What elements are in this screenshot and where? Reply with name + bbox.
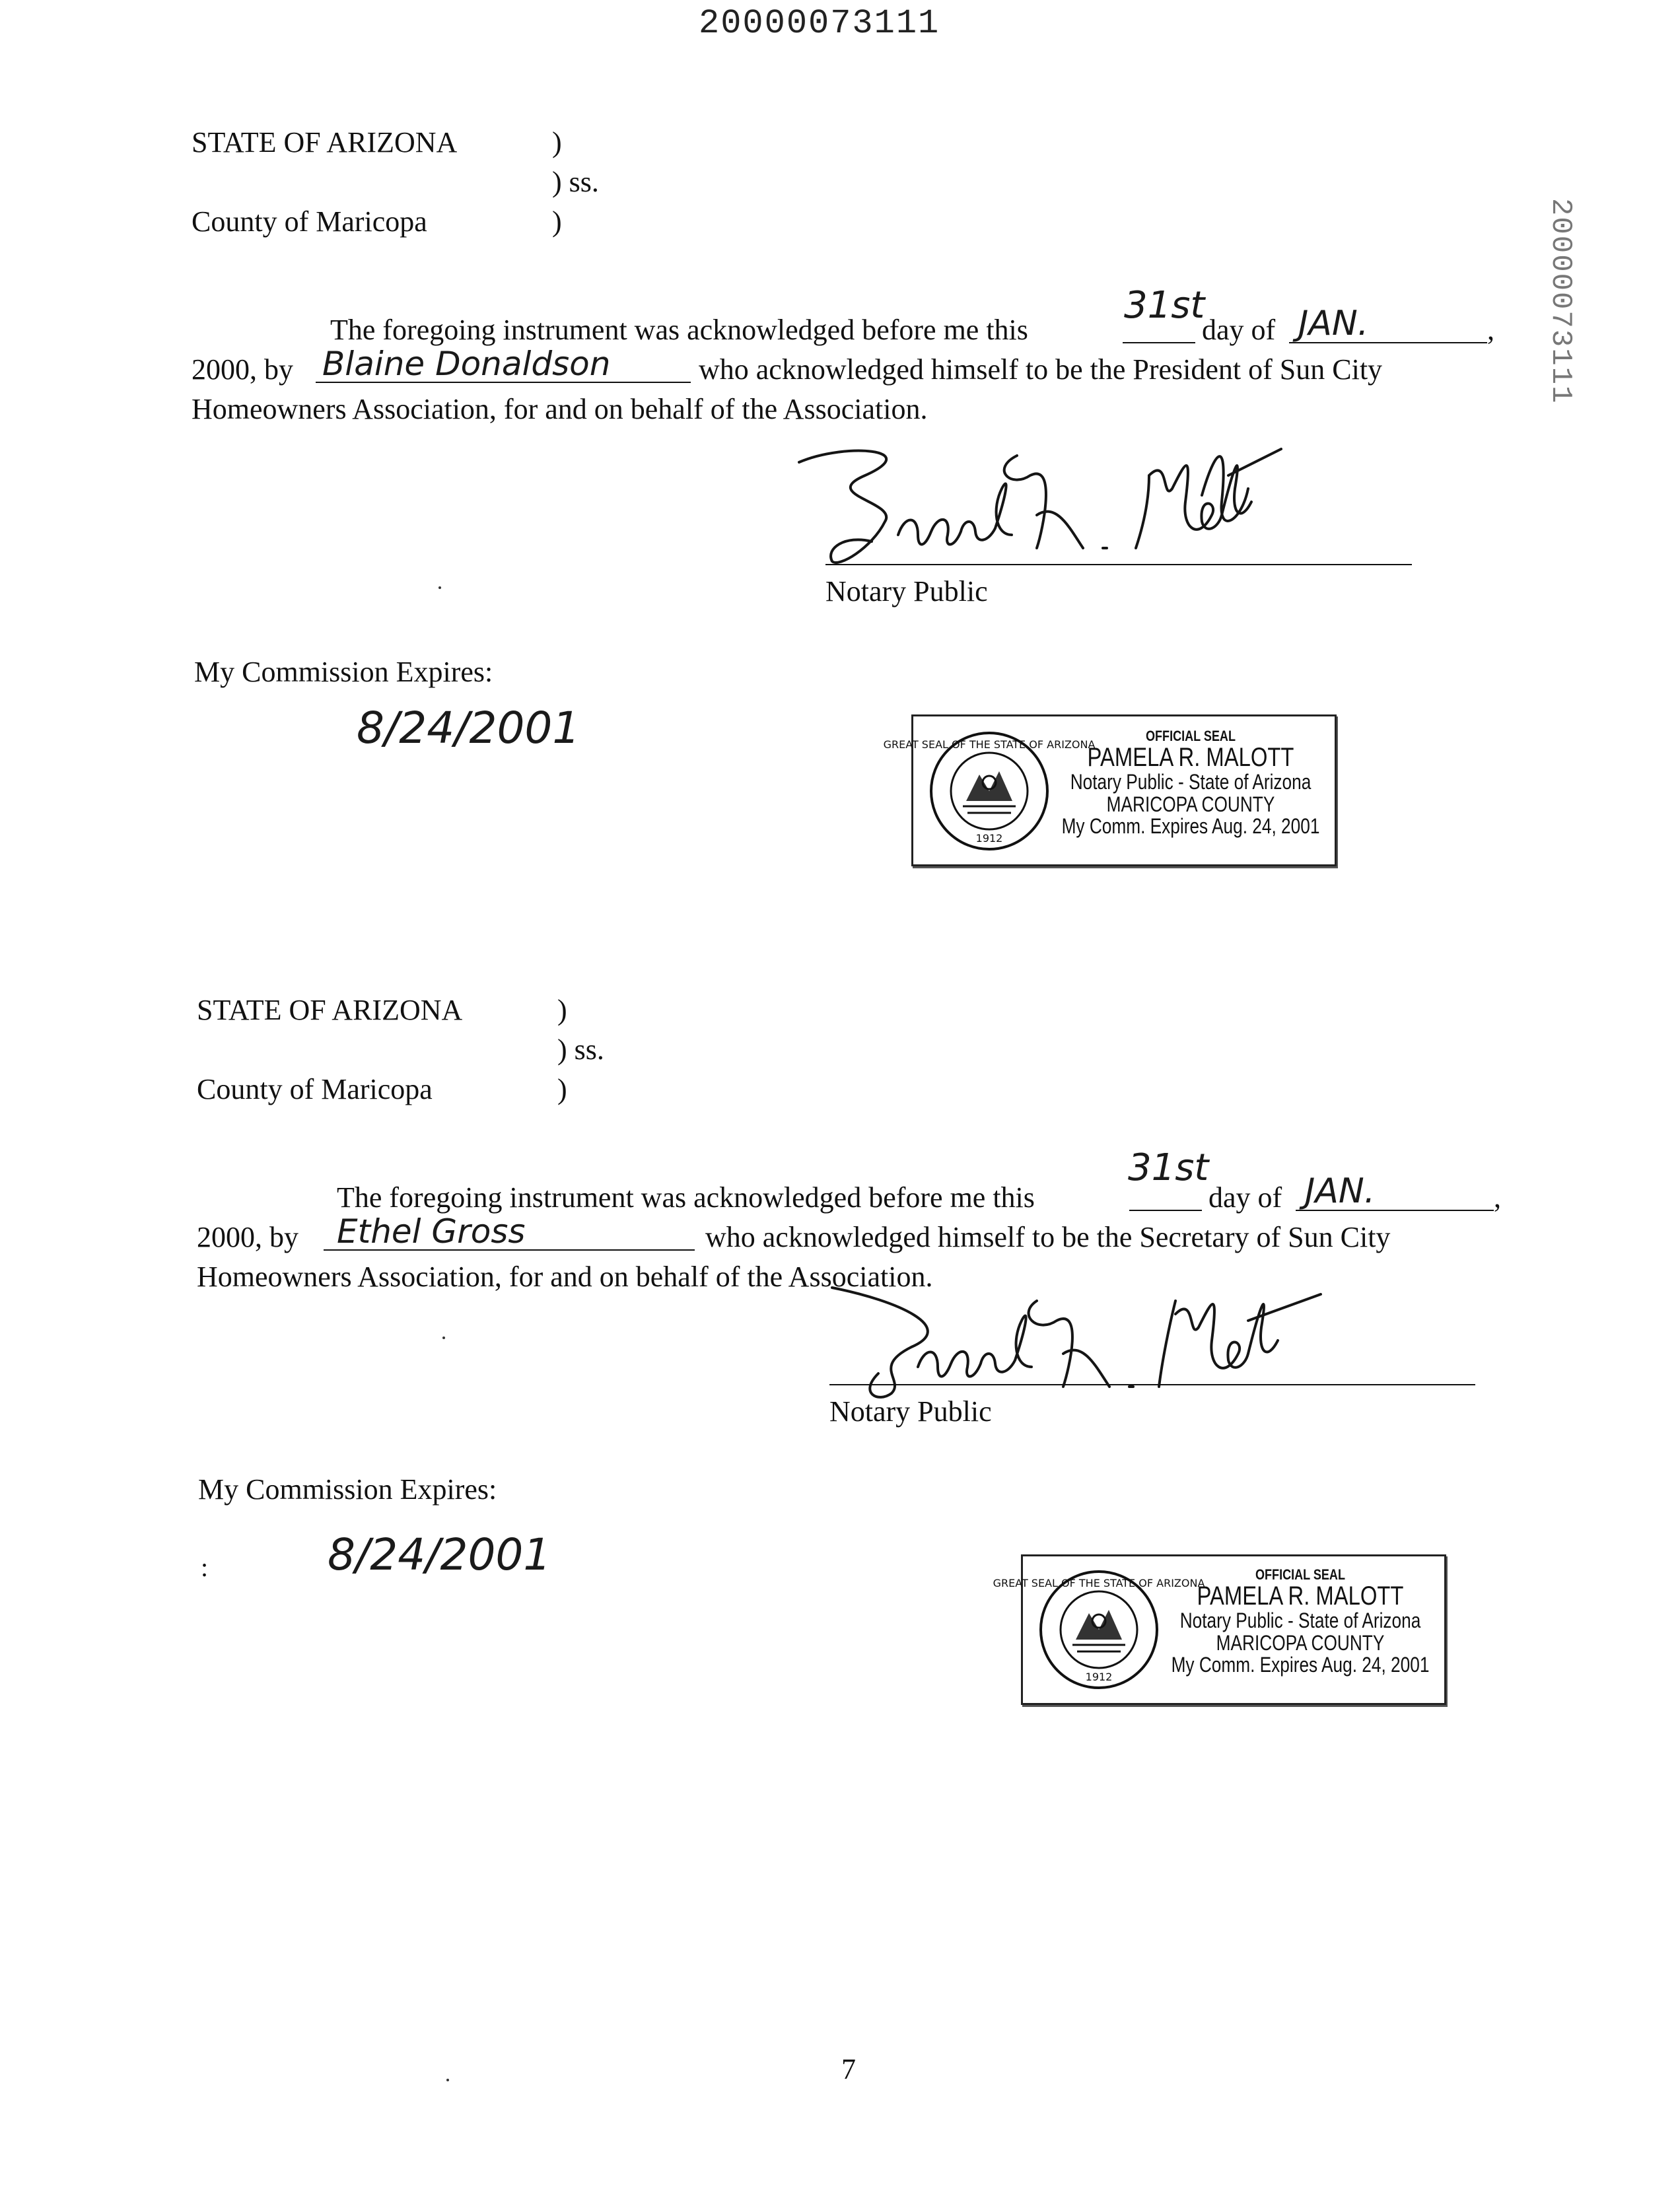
notary-seal-stamp [993, 1554, 1446, 1705]
ack-text-line3: Homeowners Association, for and on behalf of the Association. [192, 393, 928, 425]
ack-text-dayof: day of [1208, 1181, 1282, 1214]
notary-public-label: Notary Public [829, 1395, 992, 1428]
scan-speck [442, 1336, 445, 1339]
ack-text-comma: , [1494, 1181, 1501, 1214]
commission-expires-label: My Commission Expires: [198, 1473, 497, 1506]
handwritten-month: JAN. [1298, 304, 1369, 343]
venue-state: STATE OF ARIZONA [192, 126, 458, 158]
notary-seal-stamp [883, 714, 1337, 866]
side-recording-stamp: 20000073111 [1544, 198, 1577, 405]
handwritten-day: 31st [1124, 284, 1205, 327]
ack-text-line2-suffix: who acknowledged himself to be the Secretary of Sun City [705, 1221, 1391, 1253]
venue-county: County of Maricopa [197, 1073, 433, 1105]
venue-ss: ) ss. [557, 1033, 604, 1066]
handwritten-name: Blaine Donaldson [322, 345, 611, 383]
page-number: 7 [841, 2053, 856, 2085]
venue-paren: ) [552, 126, 562, 158]
handwritten-name: Ethel Gross [337, 1212, 526, 1251]
notary-public-label: Notary Public [825, 575, 988, 608]
seal-emblem-text: GREAT SEAL OF THE STATE OF ARIZONA [993, 1577, 1205, 1589]
arizona-state-seal-icon [883, 728, 1096, 854]
seal-notary-name: PAMELA R. MALOTT [1087, 743, 1294, 773]
commission-expires-date: 8/24/2001 [328, 1529, 551, 1580]
seal-expiry: My Comm. Expires Aug. 24, 2001 [1171, 1653, 1430, 1677]
commission-expires-label: My Commission Expires: [194, 656, 493, 688]
seal-title: OFFICIAL SEAL [1255, 1566, 1345, 1583]
arizona-state-seal-icon [993, 1567, 1205, 1692]
venue-paren: ) [552, 205, 562, 238]
ack-text-line2-prefix: 2000, by [197, 1221, 298, 1253]
ack-text-line2-suffix: who acknowledged himself to be the President of Sun City [699, 353, 1383, 386]
ack-text-line1: The foregoing instrument was acknowledged before me this [337, 1181, 1035, 1214]
seal-emblem-text: GREAT SEAL OF THE STATE OF ARIZONA [883, 738, 1096, 751]
seal-emblem-year: 1912 [1085, 1671, 1113, 1683]
venue-paren: ) [557, 1073, 567, 1105]
handwritten-day: 31st [1128, 1146, 1209, 1189]
ack-text-comma: , [1487, 314, 1494, 346]
seal-emblem-year: 1912 [975, 832, 1003, 845]
stray-mark: : [201, 1552, 209, 1582]
venue-state: STATE OF ARIZONA [197, 994, 463, 1026]
venue-paren: ) [557, 994, 567, 1026]
venue-ss: ) ss. [552, 166, 599, 198]
seal-title: OFFICIAL SEAL [1146, 728, 1236, 744]
document-number: 20000073111 [699, 4, 940, 43]
ack-text-line3: Homeowners Association, for and on behalf of the Association. [197, 1261, 933, 1293]
ack-text-line2-prefix: 2000, by [192, 353, 293, 386]
commission-expires-date: 8/24/2001 [357, 703, 580, 753]
ack-text-dayof: day of [1202, 314, 1276, 346]
seal-expiry: My Comm. Expires Aug. 24, 2001 [1061, 814, 1320, 839]
seal-notary-state: Notary Public - State of Arizona [1070, 770, 1312, 794]
seal-county: MARICOPA COUNTY [1106, 792, 1275, 816]
seal-notary-state: Notary Public - State of Arizona [1179, 1609, 1421, 1633]
venue-county: County of Maricopa [192, 205, 427, 238]
handwritten-month: JAN. [1305, 1171, 1376, 1211]
seal-county: MARICOPA COUNTY [1216, 1630, 1385, 1655]
ack-text-line1: The foregoing instrument was acknowledged before me this [330, 314, 1028, 346]
notary-signature-image [819, 1274, 1453, 1406]
signature-line [829, 1384, 1475, 1385]
scan-speck [438, 586, 441, 589]
seal-notary-name: PAMELA R. MALOTT [1197, 1581, 1404, 1611]
scan-speck [446, 2079, 449, 2081]
signature-line [825, 564, 1412, 565]
